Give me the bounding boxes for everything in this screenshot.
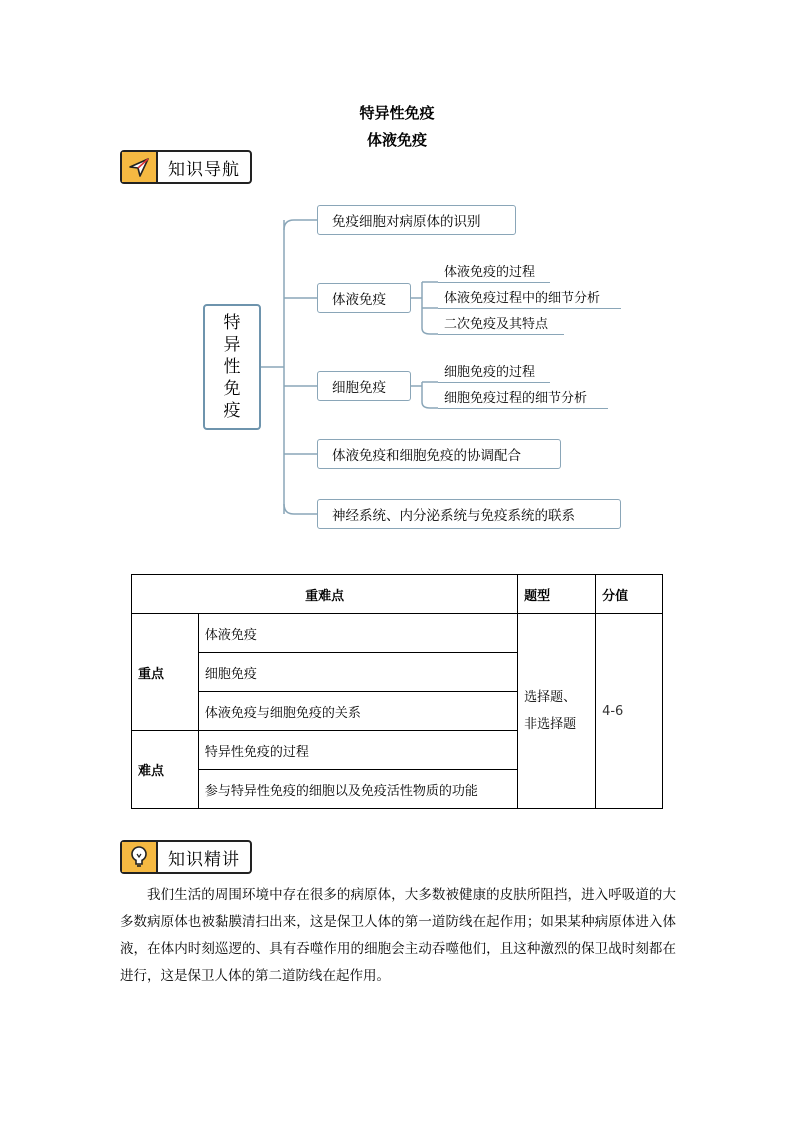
table-cell: 特异性免疫的过程 [198, 731, 517, 770]
table-cell: 体液免疫 [198, 614, 517, 653]
header-score: 分值 [596, 575, 663, 614]
key-points-table [131, 574, 663, 809]
mindmap-leaf: 体液免疫的过程 [438, 264, 550, 283]
lightbulb-icon [122, 842, 158, 872]
key-label: 重点 [132, 614, 199, 731]
mindmap-leaf: 二次免疫及其特点 [438, 316, 564, 335]
root-char: 特 [223, 313, 241, 333]
mindmap-branch-systems: 神经系统、内分泌系统与免疫系统的联系 [317, 499, 621, 529]
mindmap-root [203, 304, 261, 430]
knowledge-nav-label: 知识导航 [168, 159, 240, 180]
page-title: 特异性免疫 [359, 104, 435, 122]
mindmap-branch-recognition: 免疫细胞对病原体的识别 [317, 205, 516, 235]
mindmap-branch-cellular: 细胞免疫 [317, 371, 411, 401]
mindmap-leaf: 体液免疫过程中的细节分析 [438, 290, 621, 309]
root-char: 性 [223, 357, 241, 377]
table-cell: 细胞免疫 [198, 653, 517, 692]
root-char: 异 [223, 335, 241, 355]
page-subtitle: 体液免疫 [366, 131, 427, 149]
knowledge-lecture-badge [120, 840, 252, 874]
mindmap-branch-humoral: 体液免疫 [317, 283, 411, 313]
table-cell: 参与特异性免疫的细胞以及免疫活性物质的功能 [198, 770, 517, 809]
header-points: 重难点 [132, 575, 518, 614]
lecture-paragraph: 我们生活的周围环境中存在很多的病原体，大多数被健康的皮肤所阻挡，进入呼吸道的大多数病原体也被黏膜清扫出来，这是保卫人体的第一道防线在起作用；如果某种病原体进入体液，在体内时刻巡逻的、具有吞噬作用的细胞会主动吞噬他们，且这种激烈的保卫战时刻都在进行，这是保卫人体的第二道防线在起作用。 [120, 887, 676, 984]
header-type: 题型 [518, 575, 596, 614]
score-value: 4-6 [596, 614, 663, 809]
mindmap-leaf: 细胞免疫过程的细节分析 [438, 390, 608, 409]
root-char: 免 [223, 379, 241, 399]
root-char: 疫 [223, 401, 241, 421]
mindmap-leaf: 细胞免疫的过程 [438, 364, 550, 383]
type-value: 选择题、非选择题 [518, 614, 596, 809]
knowledge-lecture-label: 知识精讲 [168, 849, 240, 870]
mindmap-branch-coordination: 体液免疫和细胞免疫的协调配合 [317, 439, 561, 469]
mindmap-connectors [0, 0, 794, 560]
table-cell: 体液免疫与细胞免疫的关系 [198, 692, 517, 731]
hard-label: 难点 [132, 731, 199, 809]
